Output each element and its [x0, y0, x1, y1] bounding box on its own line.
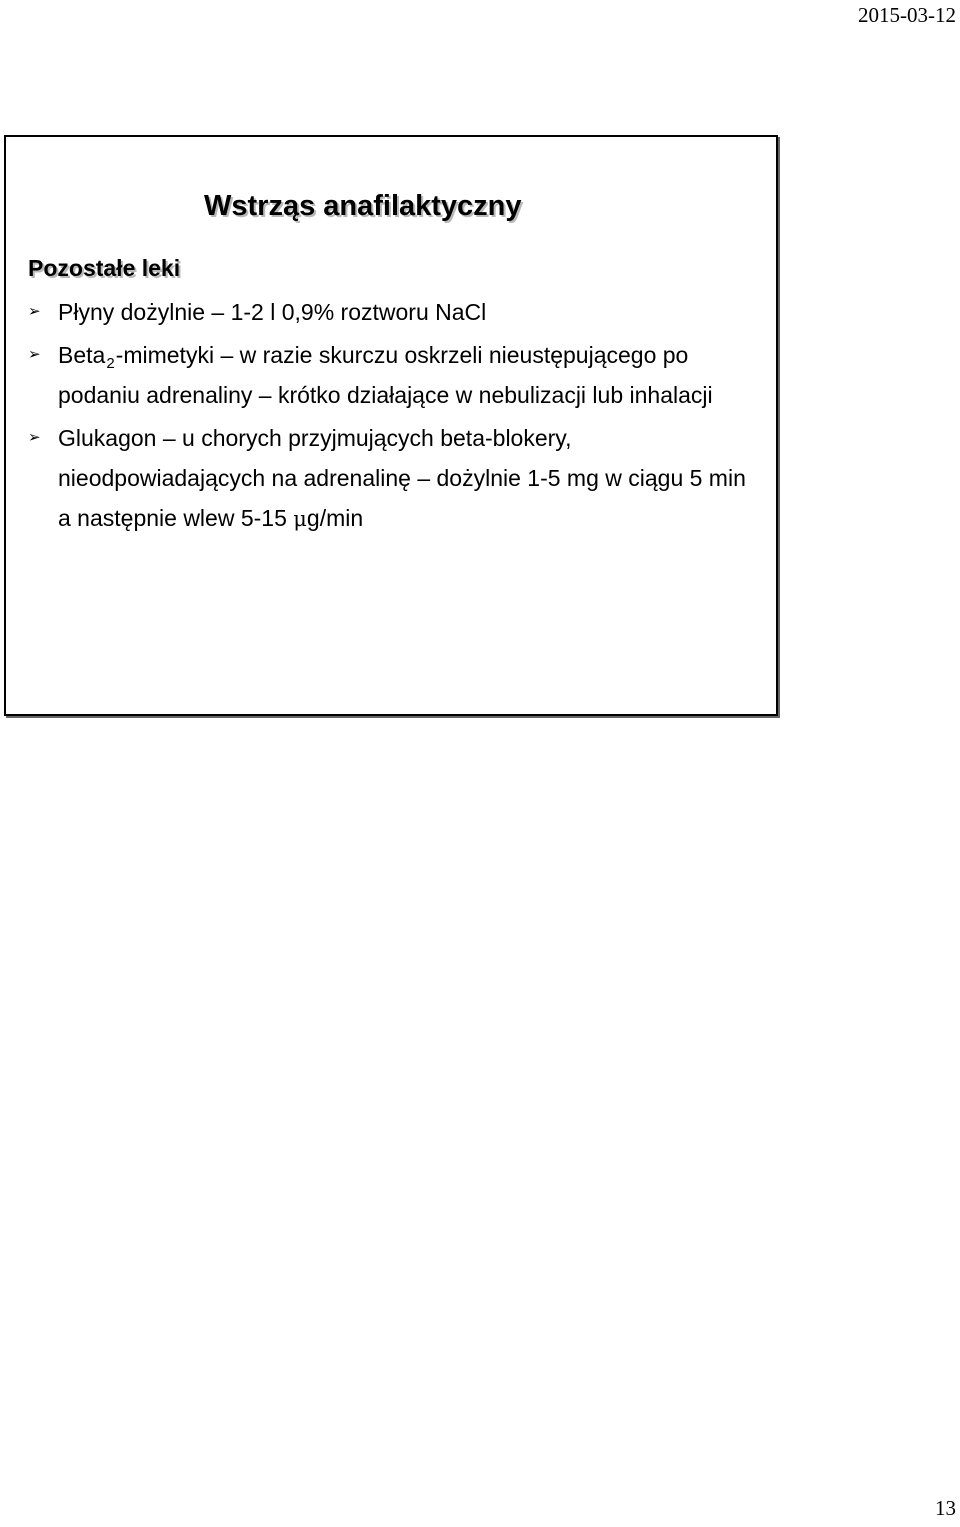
list-item	[6, 335, 776, 415]
subscript: 2	[106, 355, 115, 372]
bullet-text-end: -mimetyki – w razie skurczu oskrzeli nieustępującego po podaniu adrenaliny – krótko działające w nebulizacji lub inhalacji	[58, 342, 713, 408]
bullet-text-end: g/min	[306, 505, 364, 531]
bullet-text: Płyny dożylnie – 1-2 l 0,9% roztworu NaCl	[58, 299, 487, 325]
list-item	[6, 292, 776, 332]
section-heading: Pozostałe leki	[28, 255, 181, 281]
arrowhead-bullet-icon: ➢	[28, 429, 41, 446]
arrowhead-bullet-icon: ➢	[28, 346, 41, 363]
micro-symbol: μ	[293, 507, 307, 531]
page-number: 13	[935, 1496, 956, 1520]
page-date: 2015-03-12	[858, 3, 956, 27]
bullet-text-start: Beta	[58, 342, 106, 368]
bullet-text-start: Glukagon – u chorych przyjmujących beta-blokery, nieodpowiadających na adrenalinę – dożylnie 1-5 mg w ciągu 5 min a następnie wlew 5-15	[58, 425, 746, 531]
list-item	[6, 418, 776, 539]
arrowhead-bullet-icon: ➢	[28, 303, 41, 320]
bullet-list	[6, 292, 776, 539]
slide-title: Wstrząs anafilaktyczny	[204, 190, 522, 222]
slide	[4, 135, 778, 716]
